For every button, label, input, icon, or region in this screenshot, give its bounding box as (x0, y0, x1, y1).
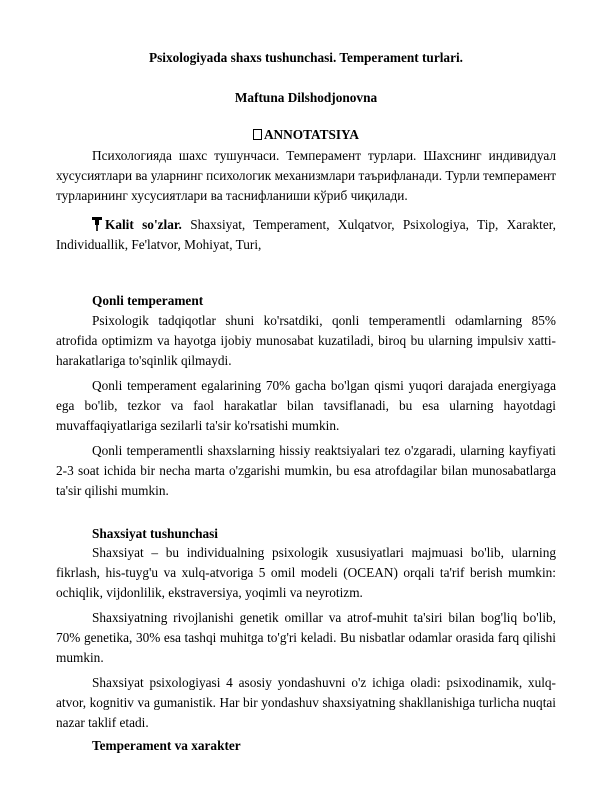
section-heading-qonli: Qonli temperament (92, 293, 204, 308)
keywords-label: Kalit so'zlar. (105, 217, 182, 232)
paragraph: Shaxsiyat psixologiyasi 4 asosiy yondashuvni o'z ichiga oladi: psixodinamik, xulq-atvor, kognitiv va gumanistik. Har bir yondashuv shaxsiyatning shakllanishiga turlicha nuqtai nazar taklif etadi. (56, 675, 556, 730)
paragraph: Psixologik tadqiqotlar shuni ko'rsatdiki, qonli temperamentli odamlarning 85% atrofida optimizm va hayotga ijobiy munosabat kuzatiladi, biroq bu ularning impulsiv xatti-harakatlariga to'sqinlik qilmaydi. (56, 313, 556, 368)
annotation-heading-text: ANNOTATSIYA (263, 127, 360, 142)
document-title: Psixologiyada shaxs tushunchasi. Temperament turlari. (149, 50, 463, 65)
keywords-text: Shaxsiyat, Temperament, Xulqatvor, Psixologiya, Tip, Xarakter, Individuallik, Fe'latvor, Mohiyat, Turi, (56, 217, 556, 252)
author-name: Maftuna Dilshodjonovna (234, 90, 378, 105)
annotation-text: Психологияда шахс тушунчаси. Темперамент турлари. Шахснинг индивидуал хусусиятлари ва уларнинг психологик механизмлари таърифланади. Турли темперамент турларининг хусусиятлари ва таснифланиши кўриб чиқилади. (56, 148, 556, 203)
paragraph: Shaxsiyatning rivojlanishi genetik omillar va atrof-muhit ta'siri bilan bog'liq bo'lib, 70% genetika, 30% esa tashqi muhitga to'g'ri keladi. Bu nisbatlar odamlar orasida farq qilishi mumkin. (56, 610, 556, 665)
annotation-heading (0, 127, 612, 143)
section-heading-temperament: Temperament va xarakter (92, 738, 241, 753)
paragraph: Shaxsiyat – bu individualning psixologik xususiyatlari majmuasi bo'lib, ularning fikrlash, his-tuyg'u va xulq-atvoriga 5 omil modeli (OCEAN) orqali ta'rif berish mumkin: ochiqlik, vijdonlilik, ekstraversiya, yoqimli va neyrotizm. (56, 545, 556, 600)
box-icon (253, 129, 262, 140)
keywords-paragraph (56, 215, 556, 255)
paragraph: Qonli temperamentli shaxslarning hissiy reaktsiyalari tez o'zgaradi, ularning kayfiyati 2-3 soat ichida bir necha marta o'zgarishi mumkin, bu esa atrofdagilar bilan munosabatlarga ta'sir qilishi mumkin. (56, 443, 556, 498)
pin-icon (92, 217, 102, 231)
section-heading-shaxsiyat: Shaxsiyat tushunchasi (92, 526, 219, 541)
paragraph: Qonli temperament egalarining 70% gacha bo'lgan qismi yuqori darajada energiyaga ega bo'lib, tezkor va faol harakatlar bilan tavsiflanadi, bu esa ularning hayotdagi muvaffaqiyatlariga sezilarli ta'sir ko'rsatishi mumkin. (56, 378, 556, 433)
